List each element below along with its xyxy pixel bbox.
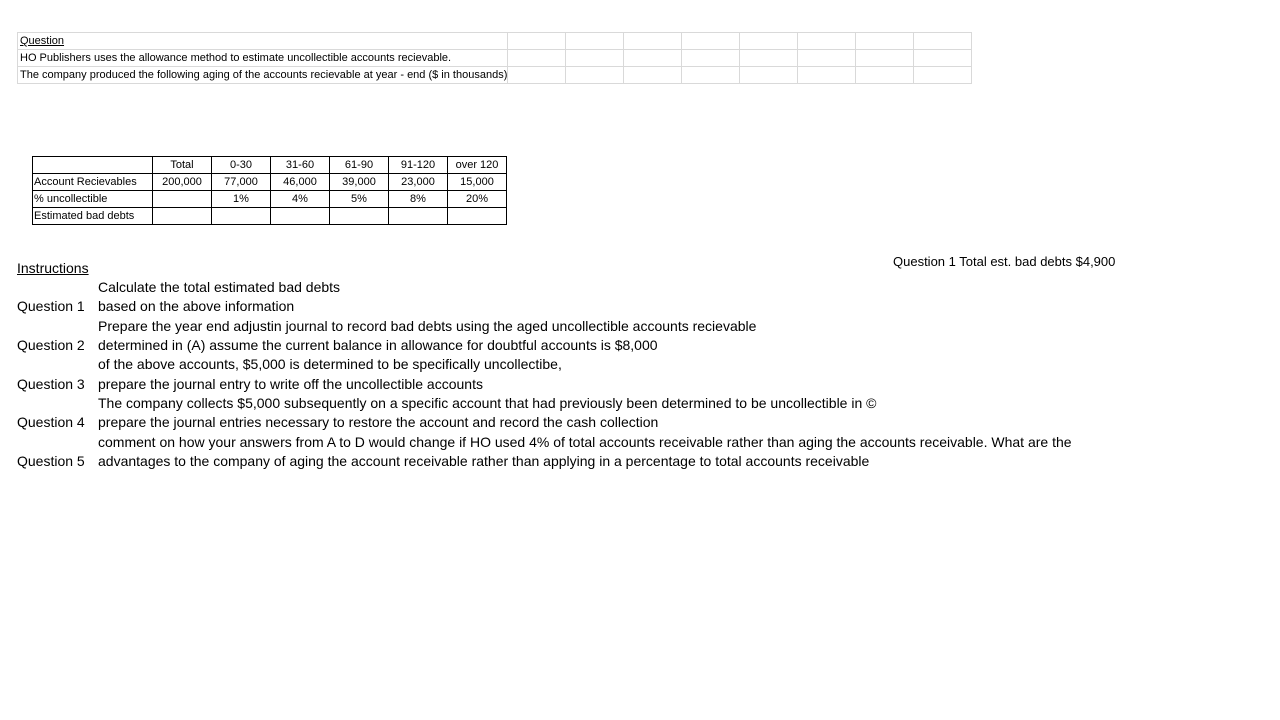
grid-cell[interactable] <box>566 33 624 50</box>
grid-cell[interactable] <box>566 50 624 67</box>
table-cell[interactable]: 39,000 <box>330 174 389 191</box>
grid-cell[interactable] <box>856 67 914 84</box>
aging-header-row <box>33 157 507 174</box>
column-header-31-60[interactable]: 31-60 <box>271 157 330 174</box>
table-cell[interactable] <box>153 191 212 208</box>
grid-cell[interactable] <box>682 50 740 67</box>
aging-corner-cell[interactable] <box>33 157 153 174</box>
row-label-pct-uncollectible[interactable]: % uncollectible <box>33 191 153 208</box>
column-header-total[interactable]: Total <box>153 157 212 174</box>
instruction-text[interactable]: based on the above information <box>98 298 295 314</box>
grid-cell[interactable] <box>798 67 856 84</box>
grid-cell[interactable] <box>624 33 682 50</box>
answer-note[interactable]: Question 1 Total est. bad debts $4,900 <box>893 254 1116 269</box>
table-cell[interactable] <box>448 208 507 225</box>
question-line-2[interactable]: The company produced the following aging of the accounts recievable at year - end ($ in thousands) <box>18 67 508 84</box>
instruction-text[interactable]: advantages to the company of aging the account receivable rather than applying in a percentage to total accounts receivable <box>98 453 870 469</box>
grid-cell[interactable] <box>914 67 972 84</box>
table-cell[interactable]: 5% <box>330 191 389 208</box>
table-cell[interactable]: 77,000 <box>212 174 271 191</box>
grid-cell[interactable] <box>856 50 914 67</box>
instruction-text[interactable]: of the above accounts, $5,000 is determined to be specifically uncollectibe, <box>98 356 562 372</box>
row-label-estimated-bad-debts[interactable]: Estimated bad debts <box>33 208 153 225</box>
instruction-text[interactable]: prepare the journal entry to write off the uncollectible accounts <box>98 376 483 392</box>
row-label-account-recievables[interactable]: Account Recievables <box>33 174 153 191</box>
instruction-text[interactable]: Prepare the year end adjustin journal to record bad debts using the aged uncollectible accounts recievable <box>98 318 757 334</box>
column-header-91-120[interactable]: 91-120 <box>389 157 448 174</box>
grid-row <box>18 67 972 84</box>
grid-cell[interactable] <box>798 50 856 67</box>
grid-cell[interactable] <box>508 33 566 50</box>
grid-cell[interactable] <box>798 33 856 50</box>
column-header-over-120[interactable]: over 120 <box>448 157 507 174</box>
instruction-text[interactable]: The company collects $5,000 subsequently on a specific account that had previously been determined to be uncollectible in © <box>98 395 877 411</box>
grid-cell[interactable] <box>682 67 740 84</box>
table-cell[interactable] <box>330 208 389 225</box>
table-cell[interactable]: 200,000 <box>153 174 212 191</box>
instruction-text[interactable]: determined in (A) assume the current balance in allowance for doubtful accounts is $8,000 <box>98 337 658 353</box>
aging-table <box>32 156 507 225</box>
instruction-text[interactable]: comment on how your answers from A to D would change if HO used 4% of total accounts receivable rather than aging the accounts receivable. What are the <box>98 434 1072 450</box>
grid-cell[interactable] <box>508 67 566 84</box>
question-1-label[interactable]: Question 1 <box>17 298 85 314</box>
table-cell[interactable]: 23,000 <box>389 174 448 191</box>
table-row <box>33 191 507 208</box>
table-row <box>33 208 507 225</box>
table-cell[interactable] <box>271 208 330 225</box>
question-header-grid <box>17 32 972 84</box>
question-label[interactable]: Question <box>18 33 508 50</box>
grid-cell[interactable] <box>682 33 740 50</box>
table-cell[interactable]: 20% <box>448 191 507 208</box>
grid-cell[interactable] <box>624 50 682 67</box>
question-2-label[interactable]: Question 2 <box>17 337 85 353</box>
table-cell[interactable]: 4% <box>271 191 330 208</box>
table-cell[interactable]: 15,000 <box>448 174 507 191</box>
table-cell[interactable]: 46,000 <box>271 174 330 191</box>
grid-row <box>18 50 972 67</box>
instruction-text[interactable]: prepare the journal entries necessary to restore the account and record the cash collection <box>98 414 659 430</box>
instruction-text[interactable]: Calculate the total estimated bad debts <box>98 279 341 295</box>
table-cell[interactable]: 1% <box>212 191 271 208</box>
table-cell[interactable] <box>212 208 271 225</box>
question-4-label[interactable]: Question 4 <box>17 414 85 430</box>
question-3-label[interactable]: Question 3 <box>17 376 85 392</box>
grid-cell[interactable] <box>914 33 972 50</box>
grid-cell[interactable] <box>914 50 972 67</box>
instructions-title[interactable]: Instructions <box>17 260 89 276</box>
grid-row <box>18 33 972 50</box>
column-header-61-90[interactable]: 61-90 <box>330 157 389 174</box>
table-cell[interactable] <box>389 208 448 225</box>
grid-cell[interactable] <box>740 50 798 67</box>
grid-cell[interactable] <box>566 67 624 84</box>
question-5-label[interactable]: Question 5 <box>17 453 85 469</box>
grid-cell[interactable] <box>624 67 682 84</box>
grid-cell[interactable] <box>508 50 566 67</box>
grid-cell[interactable] <box>740 33 798 50</box>
grid-cell[interactable] <box>740 67 798 84</box>
table-cell[interactable] <box>153 208 212 225</box>
table-row <box>33 174 507 191</box>
question-line-1[interactable]: HO Publishers uses the allowance method to estimate uncollectible accounts recievable. <box>18 50 508 67</box>
table-cell[interactable]: 8% <box>389 191 448 208</box>
grid-cell[interactable] <box>856 33 914 50</box>
column-header-0-30[interactable]: 0-30 <box>212 157 271 174</box>
